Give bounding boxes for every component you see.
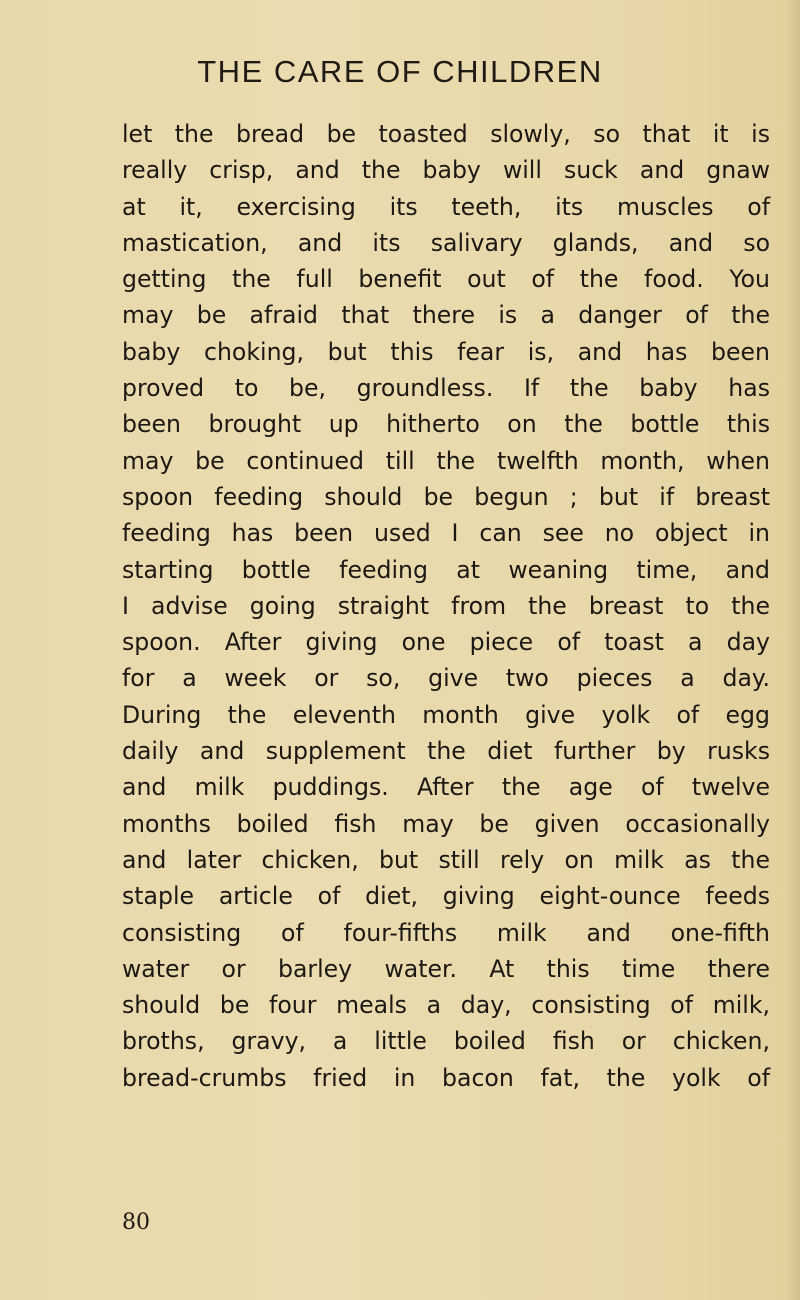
text-line: spoon feeding should be begun ; but if breast <box>122 482 770 511</box>
text-line: and milk puddings. After the age of twelve <box>122 773 770 802</box>
text-line: for a week or so, give two pieces a day. <box>122 664 770 693</box>
text-line: During the eleventh month give yolk of egg <box>122 700 770 729</box>
text-line: getting the full benefit out of the food. You <box>122 265 770 294</box>
text-line: proved to be, groundless. If the baby has <box>122 374 770 403</box>
text-line: at it, exercising its teeth, its muscles of <box>122 192 770 221</box>
text-line: may be afraid that there is a danger of the <box>122 301 770 330</box>
body-text <box>122 116 770 1096</box>
text-line: may be continued till the twelfth month, when <box>122 446 770 475</box>
text-line: let the bread be toasted slowly, so that it is <box>122 120 770 148</box>
text-line: consisting of four-fifths milk and one-fifth <box>122 918 770 947</box>
text-line: bread-crumbs fried in bacon fat, the yolk of <box>122 1063 770 1092</box>
text-line: mastication, and its salivary glands, and so <box>122 228 770 257</box>
page-edge-shadow <box>786 0 800 1300</box>
text-line: daily and supplement the diet further by rusks <box>122 737 770 766</box>
text-line: I advise going straight from the breast to the <box>122 591 770 620</box>
text-line: feeding has been used I can see no object in <box>122 519 770 548</box>
text-line: been brought up hitherto on the bottle this <box>122 410 770 439</box>
text-line: and later chicken, but still rely on milk as the <box>122 845 770 874</box>
text-line: broths, gravy, a little boiled fish or chicken, <box>122 1027 770 1056</box>
text-line: water or barley water. At this time there <box>122 954 770 983</box>
text-line: staple article of diet, giving eight-ounce feeds <box>122 882 770 911</box>
page-number: 80 <box>122 1210 150 1235</box>
text-line: baby choking, but this fear is, and has been <box>122 337 770 366</box>
text-line: should be four meals a day, consisting of milk, <box>122 991 770 1020</box>
text-line: months boiled fish may be given occasionally <box>122 809 770 838</box>
running-head: THE CARE OF CHILDREN <box>197 54 603 89</box>
text-line: spoon. After giving one piece of toast a day <box>122 628 770 657</box>
text-line: really crisp, and the baby will suck and gnaw <box>122 156 770 185</box>
text-line: starting bottle feeding at weaning time, and <box>122 555 770 584</box>
